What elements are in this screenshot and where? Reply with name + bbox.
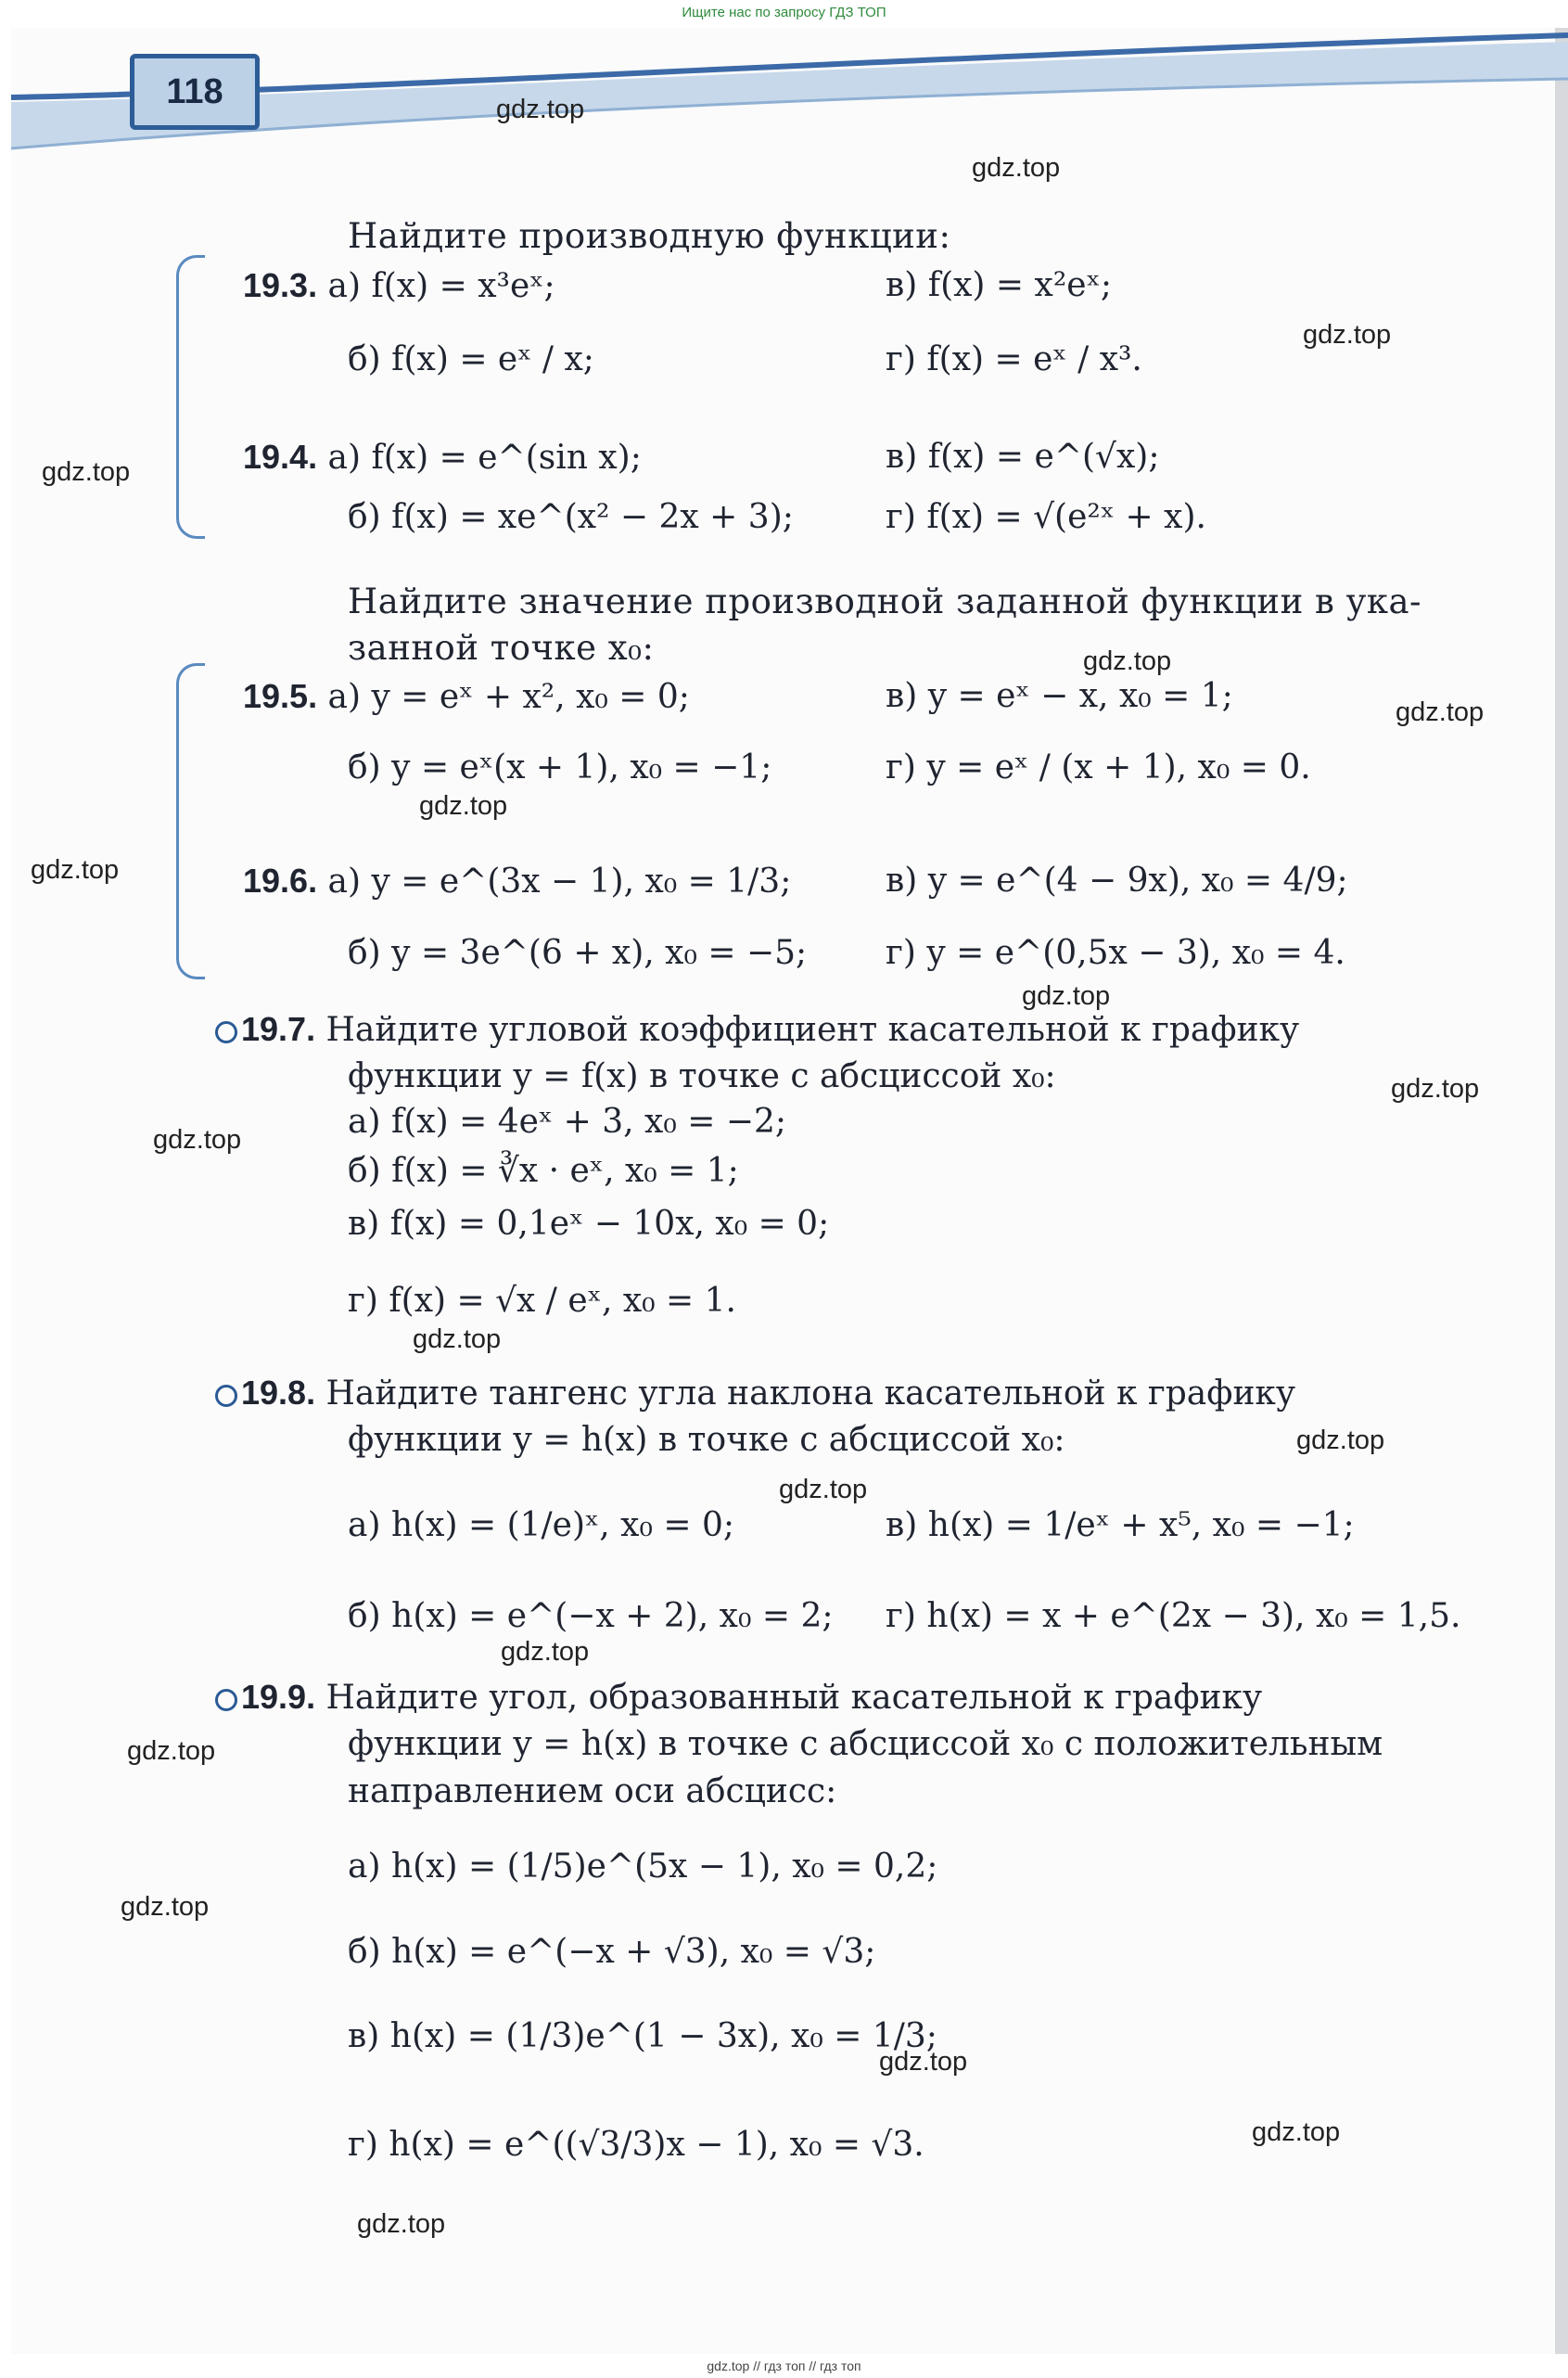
watermark: gdz.top: [1296, 1426, 1385, 1455]
watermark: gdz.top: [972, 153, 1061, 183]
problem-19-8-a: а) h(x) = (1/e)ˣ, x₀ = 0;: [348, 1506, 734, 1544]
bottom-banner-text: gdz.top // гдз топ // гдз топ: [707, 2359, 861, 2373]
problem-19-3-v: в) f(x) = x²eˣ;: [886, 266, 1112, 304]
item-a: а) f(x) = e^(sin x);: [327, 439, 642, 477]
problem-19-6-v: в) y = e^(4 − 9x), x₀ = 4/9;: [886, 862, 1348, 900]
problem-19-6-a: [243, 864, 791, 899]
problem-text: Найдите угловой коэффициент касательной к графику: [325, 1011, 1300, 1049]
problem-19-5-g: г) y = eˣ / (x + 1), x₀ = 0.: [886, 748, 1311, 786]
problem-number: 19.7.: [241, 1010, 316, 1048]
top-banner-text: Ищите нас по запросу ГДЗ ТОП: [682, 5, 886, 20]
problem-19-8-line1: [215, 1376, 1295, 1411]
circle-marker-icon: [215, 1689, 237, 1711]
problem-19-9-a: а) h(x) = (1/5)e^(5x − 1), x₀ = 0,2;: [348, 1847, 938, 1886]
problem-19-9-line2: функции y = h(x) в точке с абсциссой x₀ с положительным: [348, 1725, 1383, 1763]
problem-19-7-g: г) f(x) = √x / eˣ, x₀ = 1.: [348, 1282, 736, 1320]
problem-number: 19.8.: [241, 1374, 316, 1412]
watermark: gdz.top: [1252, 2117, 1341, 2147]
watermark: gdz.top: [357, 2209, 446, 2239]
problem-19-9-line3: направлением оси абсцисс:: [348, 1772, 837, 1810]
watermark: gdz.top: [1303, 320, 1392, 350]
problem-19-3-a: [243, 266, 555, 305]
watermark: gdz.top: [121, 1892, 210, 1922]
watermark: gdz.top: [779, 1475, 868, 1504]
watermark: gdz.top: [42, 457, 131, 487]
watermark: gdz.top: [153, 1125, 242, 1155]
watermark: gdz.top: [1391, 1074, 1480, 1104]
watermark: gdz.top: [419, 791, 508, 821]
watermark: gdz.top: [879, 2047, 968, 2077]
problem-19-9-g: г) h(x) = e^((√3/3)x − 1), x₀ = √3.: [348, 2126, 924, 2164]
problem-number: 19.9.: [241, 1678, 316, 1716]
heading-derivative: Найдите производную функции:: [348, 216, 951, 256]
problem-text: Найдите угол, образованный касательной к графику: [325, 1679, 1263, 1717]
problem-19-3-g: г) f(x) = eˣ / x³.: [886, 340, 1142, 378]
watermark: gdz.top: [1396, 697, 1485, 727]
problem-19-5-a: [243, 677, 690, 716]
problem-19-5-b: б) y = eˣ(x + 1), x₀ = −1;: [348, 748, 772, 786]
problem-19-4-g: г) f(x) = √(e²ˣ + x).: [886, 498, 1206, 536]
problem-19-7-a: а) f(x) = 4eˣ + 3, x₀ = −2;: [348, 1103, 787, 1141]
problem-19-8-v: в) h(x) = 1/eˣ + x⁵, x₀ = −1;: [886, 1506, 1355, 1544]
problem-19-5-v: в) y = eˣ − x, x₀ = 1;: [886, 677, 1233, 715]
watermark: gdz.top: [501, 1637, 590, 1667]
problem-19-4-a: [243, 438, 642, 477]
watermark: gdz.top: [127, 1736, 216, 1766]
problem-number: 19.3.: [243, 266, 318, 304]
bottom-banner: [0, 2354, 1568, 2378]
problem-19-3-b: б) f(x) = eˣ / x;: [348, 340, 594, 378]
problem-19-9-line1: [215, 1678, 1263, 1717]
problem-19-4-v: в) f(x) = e^(√x);: [886, 438, 1160, 476]
problem-number: 19.5.: [243, 677, 318, 715]
problem-text: Найдите тангенс угла наклона касательной к графику: [325, 1374, 1296, 1413]
group-brace-1: [176, 255, 205, 539]
watermark: gdz.top: [496, 95, 585, 124]
watermark: gdz.top: [1022, 981, 1111, 1011]
circle-marker-icon: [215, 1021, 237, 1043]
page-paper: [11, 28, 1567, 2356]
group-brace-2: [176, 663, 205, 979]
item-a: а) f(x) = x³eˣ;: [327, 267, 555, 305]
heading-value-line1: Найдите значение производной заданной функции в ука-: [348, 582, 1422, 621]
problem-19-9-b: б) h(x) = e^(−x + √3), x₀ = √3;: [348, 1933, 876, 1971]
page-edge: [1555, 28, 1568, 2356]
problem-19-7-b: б) f(x) = ∛x · eˣ, x₀ = 1;: [348, 1152, 739, 1190]
item-a: а) y = eˣ + x², x₀ = 0;: [327, 678, 690, 716]
watermark: gdz.top: [1083, 646, 1172, 676]
problem-19-4-b: б) f(x) = xe^(x² − 2x + 3);: [348, 498, 794, 536]
problem-19-7-line1: [215, 1010, 1300, 1049]
problem-number: 19.6.: [243, 862, 318, 900]
problem-19-7-v: в) f(x) = 0,1eˣ − 10x, x₀ = 0;: [348, 1205, 830, 1243]
problem-number: 19.4.: [243, 438, 318, 476]
problem-19-6-g: г) y = e^(0,5x − 3), x₀ = 4.: [886, 934, 1345, 972]
watermark: gdz.top: [413, 1324, 502, 1354]
item-a: а) y = e^(3x − 1), x₀ = 1/3;: [327, 863, 792, 901]
watermark: gdz.top: [31, 855, 120, 885]
page-number: 118: [130, 54, 260, 130]
problem-19-8-line2: функции y = h(x) в точке с абсциссой x₀:: [348, 1421, 1065, 1459]
problem-19-8-g: г) h(x) = x + e^(2x − 3), x₀ = 1,5.: [886, 1597, 1461, 1635]
problem-19-8-b: б) h(x) = e^(−x + 2), x₀ = 2;: [348, 1597, 834, 1635]
problem-19-6-b: б) y = 3e^(6 + x), x₀ = −5;: [348, 934, 808, 972]
problem-19-9-v: в) h(x) = (1/3)e^(1 − 3x), x₀ = 1/3;: [348, 2017, 937, 2055]
problem-19-7-line2: функции y = f(x) в точке с абсциссой x₀:: [348, 1057, 1056, 1095]
circle-marker-icon: [215, 1385, 237, 1407]
heading-value-line2: занной точке x₀:: [348, 628, 655, 668]
